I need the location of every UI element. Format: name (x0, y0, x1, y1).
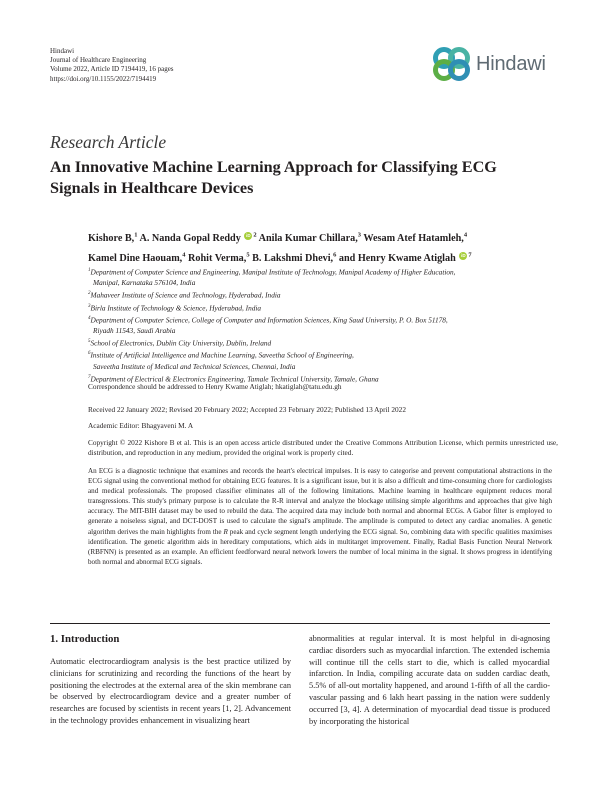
body-column-left: Automatic electrocardiogram analysis is the best practice utilized by clinicians for scrutinizing and recording the functions of the heart by positioning the electrodes at the external area of the skin membrane can be observed by electrocardiogram device and a greater number of researches are focused by scientists in recent years [1, 2]. Advancement in the technology provides enhancement in visualizing heart (50, 657, 291, 725)
affiliations (88, 266, 558, 385)
volume-info: Volume 2022, Article ID 7194419, 16 pages (50, 65, 174, 74)
doi-link[interactable]: https://doi.org/10.1155/2022/7194419 (50, 74, 157, 83)
author[interactable]: A. Nanda Gopal Reddy iD $^2$ (139, 233, 256, 244)
author[interactable]: Kamel Dine Haouam,$^4$ (88, 251, 186, 264)
publication-dates: Received 22 January 2022; Revised 20 February 2022; Accepted 23 February 2022; Published 13 April 2022 (88, 405, 406, 414)
hindawi-logo-text: Hindawi (476, 52, 546, 75)
affiliation: $^3$Birla Institute of Technology & Science, Hyderabad, India (88, 302, 262, 312)
author[interactable]: Kishore B,$^1$ (88, 232, 138, 245)
journal-meta (50, 47, 174, 84)
author[interactable]: B. Lakshmi Dhevi,$^6$ (252, 251, 337, 264)
journal-name: Journal of Healthcare Engineering (50, 56, 147, 65)
hindawi-logo-icon (432, 47, 472, 81)
affiliation: $^4$Department of Computer Science, College of Computer and Information Sciences, King Saud University, P. O. Box 51178, Riyadh 11543, Saudi Arabia (88, 315, 448, 336)
publisher-name: Hindawi (50, 47, 75, 55)
article-title (50, 157, 550, 199)
hindawi-logo (432, 44, 552, 84)
orcid-icon[interactable] (459, 252, 467, 260)
section-divider (50, 623, 550, 624)
copyright-notice: Copyright © 2022 Kishore B et al. This is an open access article distributed under the Creative Commons Attribution License, which permits unrestricted use, distribution, and reproduction in any medium, provided the original work is properly cited. (88, 438, 558, 457)
correspondence: Correspondence should be addressed to Henry Kwame Atiglah; hkatiglah@tatu.edu.gh (88, 382, 342, 391)
title-line-2: Signals in Healthcare Devices (50, 179, 254, 197)
author[interactable]: Rohit Verma,$^5$ (188, 251, 250, 264)
body-column-right: abnormalities at regular interval. It is most helpful in di-agnosing cardiac disorders such as myocardial infarction. The extended ischemia will continue till the cells start to die, which is called myocardial infarction. In India, compiling accurate data on sudden cardiac death, 5.5% of all-out mortality happened, and around 1-fifth of all the cardio-vascular passing and 6 lakh heart passing in the nation were suddenly occurred [3, 4]. A determination of myocardial dead tissue is produced by incorporating the historical (309, 634, 550, 726)
abstract: An ECG is a diagnostic technique that examines and records the heart's electrical impulses. It is easy to categorise and prevent computational abstractions in the ECG signal using the conventional method for obtaining ECG features. It is a significant issue, but it is also a difficult and time-consuming chore for cardiologists and medical professionals. The proposed classifier eliminates all of the following limitations. Machine learning in healthcare equipment reduces moral transgressions. This study's primary purpose is to calculate the R-R interval and analyze the blockage utilising simple algorithms and approaches that give high accuracy. The MIT-BIH dataset may be used to rebuild the data. The acquired data may include both normal and abnormal ECGs. A Gabor filter is employed to generate a noiseless signal, and DCT-DOST is used to calculate the signal's amplitude. The amplitude is computed to detect any cardiac anomalies. A genetic algorithm derives the main highlights from the R peak and cycle segment length underlying the ECG signal. So, combining data with specific qualities maximises identification. The genetic algorithm aids in hereditary computations, which aids in multitarget improvement. Finally, Radial Basis Function Neural Network (RBFNN) is presented as an example. An efficient feedforward neural network lowers the number of local minima in the signal. It shows progress in identifying both normal and abnormal ECG signals. (88, 467, 552, 566)
affiliation: $^5$School of Electronics, Dublin City University, Dublin, Ireland (88, 338, 272, 348)
author[interactable]: and Henry Kwame Atiglah iD $^7$ (339, 253, 472, 264)
author[interactable]: Anila Kumar Chillara,$^3$ (258, 232, 361, 245)
academic-editor: Academic Editor: Bhagyaveni M. A (88, 421, 194, 430)
author[interactable]: Wesam Atef Hatamleh,$^4$ (363, 232, 468, 245)
title-line-1: An Innovative Machine Learning Approach for Classifying ECG (50, 158, 497, 176)
author-list (88, 228, 558, 267)
orcid-icon[interactable] (244, 232, 252, 240)
affiliation: $^1$Department of Computer Science and Engineering, Manipal Institute of Technology, Manipal Academy of Higher Education, Manipal, Karnataka 576104, India (88, 267, 456, 288)
affiliation: $^7$Department of Electrical & Electronics Engineering, Tamale Technical University, Tamale, Ghana (88, 374, 379, 384)
article-type: Research Article (50, 132, 167, 152)
affiliation: $^6$Institute of Artificial Intelligence and Machine Learning, Saveetha School of Engineering, Saveetha Institute of Medical and Technical Sciences, Chennai, India (88, 350, 354, 371)
affiliation: $^2$Mahaveer Institute of Science and Technology, Hyderabad, India (88, 290, 281, 300)
section-heading: 1. Introduction (50, 633, 120, 645)
